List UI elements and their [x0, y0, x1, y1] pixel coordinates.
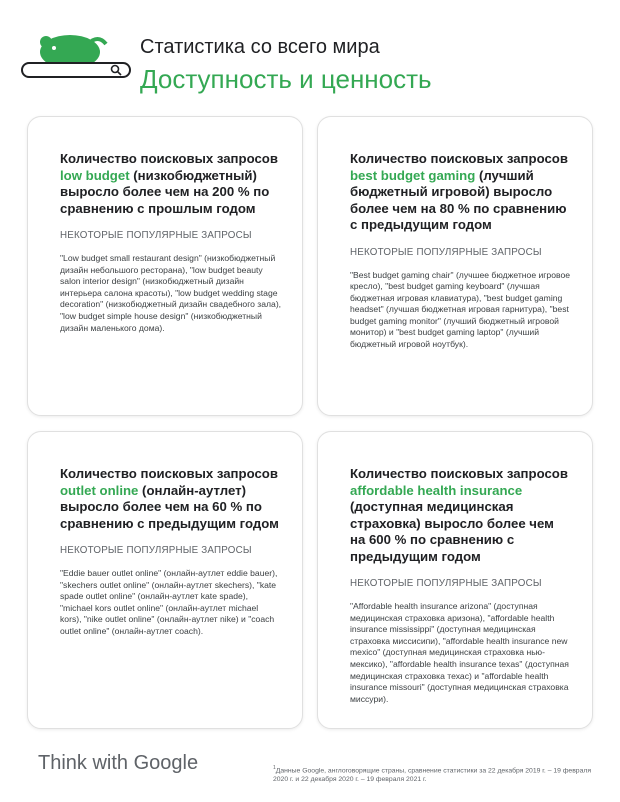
stat-card-low-budget: [27, 116, 303, 416]
card-label: НЕКОТОРЫЕ ПОПУЛЯРНЫЕ ЗАПРОСЫ: [350, 578, 542, 589]
keyword: low budget: [60, 167, 130, 183]
keyword: affordable health insurance: [350, 482, 523, 498]
card-heading: Количество поисковых запросов outlet online (онлайн-аутлет) выросло более чем на 60 % по сравнению с предыдущим годом: [60, 466, 279, 531]
card-label: НЕКОТОРЫЕ ПОПУЛЯРНЫЕ ЗАПРОСЫ: [60, 545, 252, 556]
page-title-line1: Статистика со всего мира: [140, 36, 380, 58]
footnote-mark: 1: [273, 765, 276, 771]
card-heading: Количество поисковых запросов low budget (низкобюджетный) выросло более чем на 200 % по сравнению с прошлым годом: [60, 151, 278, 216]
stat-card-affordable-health-insurance: [317, 431, 593, 729]
card-body: "Best budget gaming chair" (лучшее бюджетное игровое кресло), "best budget gaming keyboard" (лучшая бюджетная игровая клавиатура), "best budget gaming headset" (лучшая бюджетная игровая гарнитура), "best budget gaming monitor" (лучший бюджетный игровой монитор) и "best budget gaming laptop" (лучший бюджетный игровой ноутбук).: [350, 269, 571, 350]
card-heading: Количество поисковых запросов affordable health insurance (доступная медицинская страховка) выросло более чем на 600 % по сравнению с предыдущим годом: [350, 466, 568, 564]
card-heading: Количество поисковых запросов best budget gaming (лучший бюджетный игровой) выросло более чем на 80 % по сравнению с предыдущим годом: [350, 151, 568, 232]
card-body: "Eddie bauer outlet online" (онлайн-аутлет eddie bauer), "skechers outlet online" (онлайн-аутлет skechers), "kate spade outlet online" (онлайн-аутлет kate spade), "michael kors outlet online" (онлайн-аутлет michael kors), "nike outlet online" (онлайн-аутлет nike) и "coach outlet online" (онлайн-аутлет coach).: [60, 568, 278, 636]
page-title-line2: Доступность и ценность: [140, 64, 432, 94]
stat-card-best-budget-gaming: [317, 116, 593, 416]
footnote: $^1$Данные Google, англоговорящие страны, сравнение статистики за 22 декабря 2019 г. – 19 февраля 2020 г. и 22 декабря 2020 г. – 19 февраля 2021 г.: [273, 765, 592, 784]
keyword: best budget gaming: [350, 167, 476, 183]
piggy-bank-search-icon: [18, 30, 133, 90]
card-body: "Low budget small restaurant design" (низкобюджетный дизайн небольшого ресторана), "low budget beauty salon interior design" (низкобюджетный дизайн интерьера салона красоты), "low budget wedding stage decoration" (низкобюджетный дизайн свадебного зала), "low budget simple house design" (низкобюджетный дизайн маленького дома).: [60, 253, 282, 333]
card-label: НЕКОТОРЫЕ ПОПУЛЯРНЫЕ ЗАПРОСЫ: [350, 246, 542, 258]
card-body: "Affordable health insurance arizona" (доступная медицинская страховка аризона), "affordable health insurance mississippi" (доступная медицинская страховка миссисипи), "affordable health insurance new mexico" (доступная медицинская страховка нью-мексико), "affordable health insurance texas" (доступная медицинская страховка техас) и "affordable health insurance missouri" (доступная медицинская страховка миссури).: [350, 601, 569, 704]
think-with-google-logo: Think with Google: [38, 752, 199, 774]
card-label: НЕКОТОРЫЕ ПОПУЛЯРНЫЕ ЗАПРОСЫ: [60, 230, 252, 241]
stat-card-outlet-online: [27, 431, 303, 729]
keyword: outlet online: [60, 482, 139, 498]
